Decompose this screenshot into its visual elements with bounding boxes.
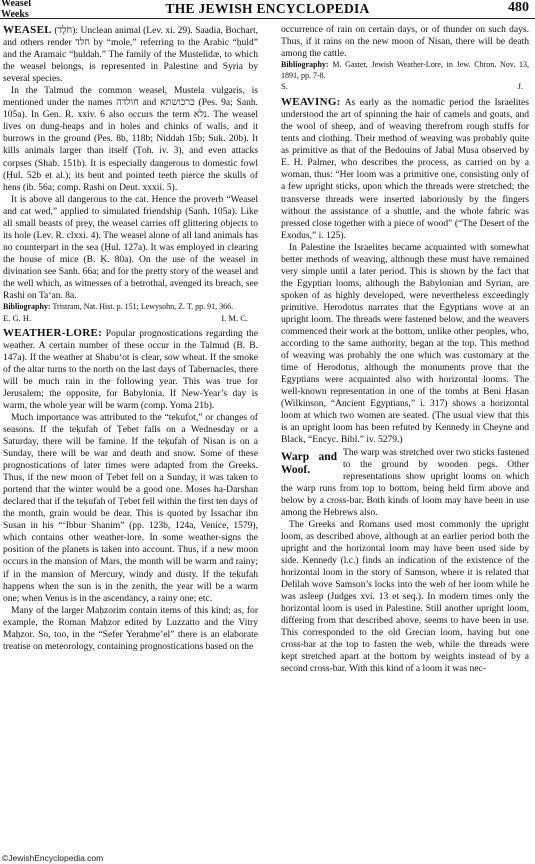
- weather-lore-text-1: Popular prognostications regarding the weather. A certain number of these occur in the Talmud (B. B. 147a). If the weather at Shabu‘ot is clear, sow wheat. If the smoke of the altar turns to the north on the last days of Tabernacles, there will be much rain in the following year. This was true for Jerusalem; the opposite, for Babylonia. If New-Year’s day is warm, the whole year will be warm (comp. Yoma 21b).: [3, 327, 258, 411]
- running-head-last: Weeks: [1, 9, 29, 20]
- signature-author: J.: [517, 81, 523, 92]
- page-header: [0, 0, 535, 19]
- bibliography-text: M. Gaster, Jewish Weather-Lore, in Jew. Chron. Nov. 13, 1891, pp. 7-8.: [281, 60, 529, 80]
- weasel-paragraph-1: [3, 24, 258, 85]
- weasel-text-1: (חֹלֶד): Unclean animal (Lev. xi. 29). Saadia, Bochart, and others render חלד by “mole,” referring to the Arabic “ḥuld” and the Aramaic “ḥuldah.” The family of the Mustelidæ, to which the weasel belongs, is represented in Palestine and Syria by several species.: [3, 25, 258, 85]
- bibliography-label: Bibliography:: [3, 302, 51, 312]
- running-head-first: Weasel: [1, 0, 31, 9]
- weaving-headword: WEAVING:: [281, 96, 341, 109]
- weasel-headword: WEASEL: [3, 24, 52, 36]
- watermark: ©JewishEncyclopedia.com: [2, 853, 104, 863]
- signature-author: I. M. C.: [221, 312, 248, 323]
- weaving-text-1: As early as the nomadic period the Israelites understood the art of spinning the hair of camels and goats, and the wool of sheep, and of weaving therefrom rough stuffs for tents and clothing. Their method of weaving was probably quite as primitive as that of the Bedouins of Jabal Musa observed by E. H. Palmer, who describes the process, as carried on by a woman, thus: “Her loom was a primitive one, consisting only of a few upright sticks, upon which the threads were stretched; the transverse threads were inserted laboriously by the fingers without the assistance of a shuttle, and the whole fabric was pressed close together with a piece of wood” (“The Desert of the Exodus,” i. 125).: [281, 97, 529, 241]
- weaving-paragraph-2: In Palestine the Israelites became acquainted with somewhat better methods of weaving, although these must have remained very simple until a later period. This is shown by the fact that the Egyptian looms, although the Babylonian and Syrian, are spoken of as highly developed, were nevertheless exceedingly primitive. Herodotus narrates that the Egyptians wove at an upright loom. The threads were fastened below, and the weavers commenced their work at the bottom, unlike other peoples, who, according to the same authority, began at the top. This method of weaving was probably the one which was customary at the time of Herodotus, although the monuments prove that the Egyptians were acquainted also with horizontal looms. The well-known representation in one of the tombs at Beni Ḥasan (Wilkinson, “Ancient Egyptians,” i. 317) shows a horizontal loom at which two women are seated. (The usual view that this is an upright loom has been refuted by Kennedy in Cheyne and Black, “Encyc. Bibl.” iv. 5279.): [281, 241, 529, 446]
- weasel-paragraph-2: In the Talmud the common weasel, Mustela vulgaris, is mentioned under the names חולדה and כרכושתא (Pes. 9a; Sanh. 105a). In Gen. R. xxiv. 6 also occurs the term נלא. The weasel lives on dung-heaps and in holes and chinks of walls, and it burrows in the ground (Pes. 8b, 118b; Niddah 15b; Suk. 20b). It kills animals larger than itself (Ṭoh. iv. 3), and even attacks corpses (Shab. 151b). It is especially dangerous to domestic fowl (Ḥul. 52b et al.); its bent and pointed teeth pierce the skulls of hens (ib. 56a; comp. Rashi on Deut. xxxii. 5).: [3, 85, 258, 193]
- weather-lore-bibliography: [281, 60, 529, 81]
- weather-lore-headword: WEATHER-LORE:: [3, 326, 103, 339]
- weaving-paragraph-1: [281, 96, 529, 242]
- weasel-paragraph-3: It is above all dangerous to the cat. Hence the proverb “Weasel and cat wed,” applied to simulated friendship (Sanh. 105a). Like all small beasts of prey, the weasel carries off glittering objects to its hole (Lev. R. clxxi. 4). The weasel alone of all land animals has no counterpart in the sea (Ḥul. 127a). It was employed in clearing the house of mice (B. Ḳ. 80a). On the use of the weasel in divination see Sanh. 66a; and for the pretty story of the weasel and the well which, as witnesses of a betrothal, avenged its breach, see Rashi on Ta‘an. 8a.: [3, 193, 258, 302]
- warp-and-woof-side-head: Warp and Woof.: [281, 450, 337, 476]
- right-column: [281, 24, 529, 850]
- bibliography-text: Tristram, Nat. Hist. p. 151; Lewysohn, Z. T. pp. 91, 366.: [52, 302, 234, 312]
- weather-lore-paragraph-1: [3, 327, 258, 412]
- left-column: [3, 24, 258, 850]
- signature-editors: S.: [281, 81, 288, 92]
- page-title: THE JEWISH ENCYCLOPEDIA: [165, 1, 370, 16]
- signature-editors: E. G. H.: [3, 312, 32, 323]
- weasel-signature: [3, 313, 258, 324]
- weather-lore-paragraph-2: Much importance was attributed to the “teḳufot,” or changes of seasons. If the teḳufah of Ṭebet falls on a Wednesday or a Saturday, there will be famine. If the teḳufah of Nisan is on a Sunday, there will be war and death and snow. Some of these prognostications of later times were adapted from the Greeks. Thus, if the new moon of Ṭebet fell on a Sunday, it was taken to portend that the winter would be a good one. Moses ha-Darshan declared that if the teḳufah of Ṭebet fell within the first ten days of the month, grain would be dear. This is quoted by Issachar ibn Susan in his “‘Ibbur Shanim” (pp. 123b, 124a, Venice, 1579), which contains other weather-lore. In some weather-signs the position of the planets is taken into account. Thus, if a new moon occurs in the mansion of Mars, the month will be warm and rainy; if in the mansion of Mercury, windy and dusty. If the teḳufah happens when the sun is in the zenith, the year will be a warm one; when Venus is in the ascendancy, a rainy one; etc.: [3, 411, 258, 604]
- weaving-paragraph-4: The Greeks and Romans used most commonly the upright loom, as described above, although at an earlier period both the upright and the horizontal loom may have been used side by side. Kennedy (l.c.) finds an indication of the existence of the horizontal loom in the story of Samson, where it is related that Delilah wove Samson’s locks into the web of her loom while he was asleep (Judges xvi. 13 et seq.). In modern times only the horizontal loom is used in Palestine. Still another upright loom, differing from that described above, seems to have been in use. This corresponded to the old Grecian loom, having but one cross-bar at the top to fasten the web, while the threads were kept stretched apart at the bottom by weights instead of by a second cross-bar. With this kind of a loom it was nec-: [281, 518, 529, 675]
- weather-lore-continued: occurrence of rain on certain days, or of thunder on such days. Thus, if it rains on the new moon of Nisan, there will be death among the cattle.: [281, 24, 529, 60]
- page-number: 480: [508, 0, 529, 15]
- weather-lore-paragraph-3: Many of the larger Maḥzorim contain items of this kind; as, for example, the Roman Maḥzor edited by Luzzatto and the Vitry Maḥzor. So, too, in the “Sefer Yeraḥme’el” there is an elaborate treatise on meteorology, containing prognostications based on the: [3, 604, 258, 652]
- weasel-bibliography: [3, 302, 258, 313]
- bibliography-label: Bibliography:: [281, 60, 329, 70]
- weather-lore-signature: [281, 81, 529, 92]
- weaving-paragraph-3: The warp was stretched over two sticks fastened to the ground by wooden pegs. Other representations show upright looms on which the warp runs from top to bottom, being held firm above and below by a cross-bar. Both kinds of loom may have been in use among the Hebrews also.: [281, 446, 529, 518]
